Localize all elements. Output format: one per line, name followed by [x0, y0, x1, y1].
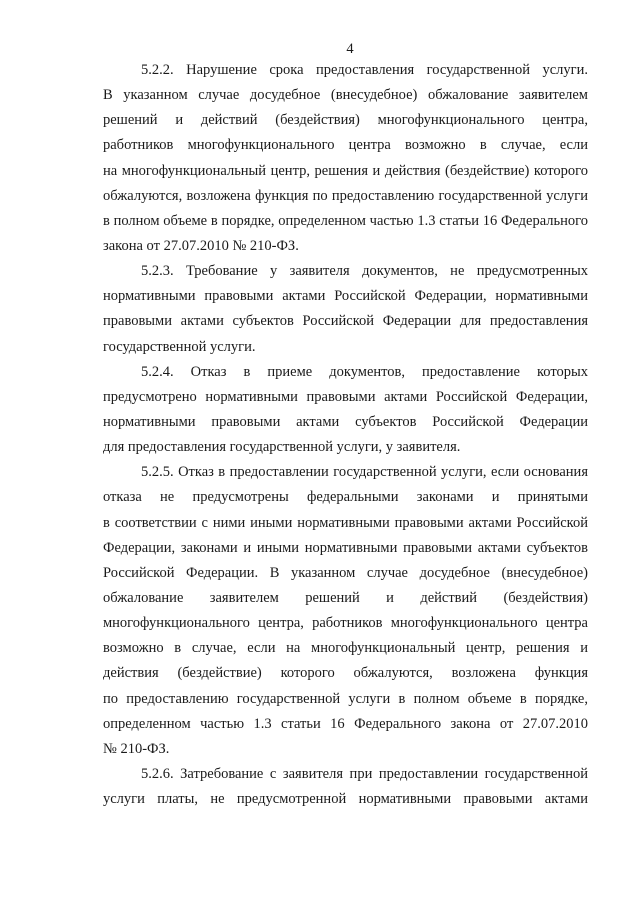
- paragraph-line: государственной услуги.: [103, 338, 256, 355]
- paragraph-line: Российской Федерации. В указанном случае досудебное (внесудебное): [103, 564, 588, 581]
- paragraph-line: 5.2.5. Отказ в предоставлении государственной услуги, если основания: [141, 464, 588, 481]
- paragraph-line: определенном частью 1.3 статьи 16 Федерального закона от 27.07.2010: [103, 715, 588, 732]
- paragraph-line: 5.2.3. Требование у заявителя документов, не предусмотренных: [141, 263, 588, 280]
- paragraph-5-2-4: [103, 360, 588, 461]
- paragraph-5-2-6: [103, 762, 588, 812]
- paragraph-line: действия (бездействие) которого обжалуются, возложена функция: [103, 665, 588, 682]
- document-body: [103, 58, 588, 812]
- paragraph-5-2-3: [103, 259, 588, 360]
- paragraph-line: работников многофункционального центра возможно в случае, если: [103, 137, 588, 154]
- paragraph-5-2-5: [103, 460, 588, 762]
- paragraph-line: отказа не предусмотрены федеральными законами и принятыми: [103, 489, 588, 506]
- paragraph-line: в соответствии с ними иными нормативными правовыми актами Российской: [103, 514, 588, 531]
- paragraph-line: на многофункциональный центр, решения и действия (бездействие) которого: [103, 162, 588, 179]
- paragraph-line: обжалование заявителем решений и действий (бездействия): [103, 589, 588, 606]
- paragraph-line: 5.2.2. Нарушение срока предоставления государственной услуги.: [141, 62, 588, 78]
- paragraph-line: для предоставления государственной услуги, у заявителя.: [103, 439, 461, 456]
- paragraph-line: решений и действий (бездействия) многофункционального центра,: [103, 112, 588, 129]
- paragraph-line: нормативными правовыми актами Российской Федерации, нормативными: [103, 288, 588, 305]
- paragraph-5-2-2: [103, 58, 588, 259]
- paragraph-line: № 210-ФЗ.: [103, 740, 170, 757]
- paragraph-line: правовыми актами субъектов Российской Федерации для предоставления: [103, 313, 588, 330]
- paragraph-line: услуги платы, не предусмотренной нормативными правовыми актами: [103, 791, 588, 808]
- paragraph-line: обжалуются, возложена функция по предоставлению государственной услуги: [103, 187, 588, 204]
- paragraph-line: в полном объеме в порядке, определенном частью 1.3 статьи 16 Федерального: [103, 212, 588, 229]
- paragraph-line: предусмотрено нормативными правовыми актами Российской Федерации,: [103, 388, 588, 405]
- paragraph-line: возможно в случае, если на многофункциональный центр, решения и: [103, 640, 588, 657]
- paragraph-line: Федерации, законами и иными нормативными правовыми актами субъектов: [103, 539, 588, 556]
- page-number: 4: [346, 41, 354, 57]
- paragraph-line: закона от 27.07.2010 № 210-ФЗ.: [103, 237, 299, 254]
- paragraph-line: В указанном случае досудебное (внесудебное) обжалование заявителем: [103, 87, 588, 104]
- paragraph-line: по предоставлению государственной услуги в полном объеме в порядке,: [103, 690, 588, 707]
- paragraph-line: 5.2.6. Затребование с заявителя при предоставлении государственной: [141, 765, 588, 782]
- paragraph-line: 5.2.4. Отказ в приеме документов, предоставление которых: [141, 363, 588, 380]
- paragraph-line: многофункционального центра, работников многофункционального центра: [103, 615, 588, 632]
- paragraph-line: нормативными правовыми актами субъектов Российской Федерации: [103, 413, 588, 430]
